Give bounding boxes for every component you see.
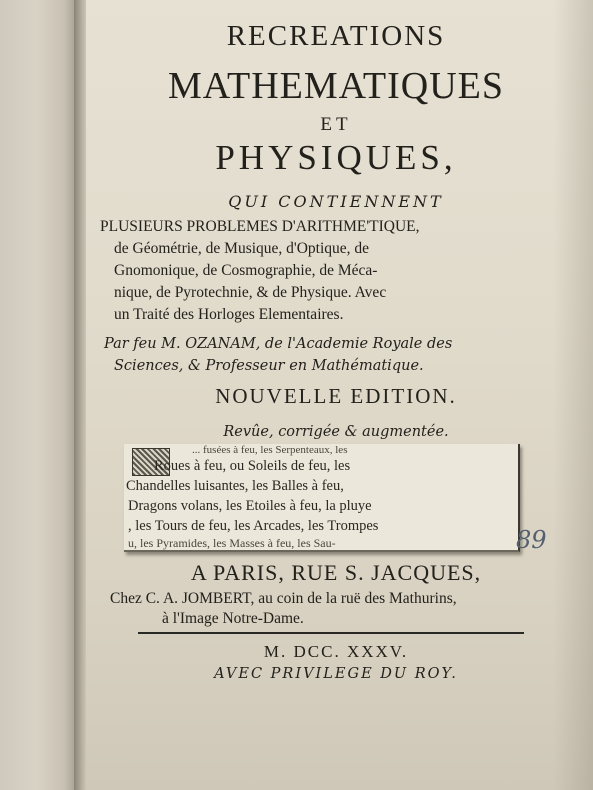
slip-line: Chandelles luisantes, les Balles à feu, xyxy=(126,478,344,494)
edition-heading: NOUVELLE EDITION. xyxy=(215,384,457,408)
imprint-city: A PARIS, RUE S. JACQUES, xyxy=(190,560,482,585)
slip-line: Dragons volans, les Etoiles à feu, la pluye xyxy=(128,498,372,514)
title-line-mathematiques: MATHEMATIQUES xyxy=(168,65,504,107)
author-line: Sciences, & Professeur en Mathématique. xyxy=(114,358,424,374)
title-line-physiques: PHYSIQUES, xyxy=(215,138,457,177)
subtitle: QUI CONTIENNENT xyxy=(228,192,444,211)
facing-page xyxy=(0,0,80,790)
contents-line: de Géométrie, de Musique, d'Optique, de xyxy=(114,240,370,257)
imprint-date: M. DCC. XXXV. xyxy=(263,642,409,661)
revision-note: Revûe, corrigée & augmentée. xyxy=(223,424,449,440)
pasted-slip xyxy=(124,444,520,552)
author-line: Par feu M. OZANAM, de l'Academie Royale des xyxy=(104,336,453,352)
title-line-recreations: RECREATIONS xyxy=(226,20,446,52)
slip-line: ... fusées à feu, les Serpenteaux, les xyxy=(192,444,348,456)
contents-line: un Traité des Horloges Elementaires. xyxy=(114,306,344,323)
handwritten-note: 89 xyxy=(516,526,547,554)
contents-line: nique, de Pyrotechnie, & de Physique. Avec xyxy=(114,284,387,301)
contents-line: Gnomonique, de Cosmographie, de Méca- xyxy=(114,262,378,279)
contents-line: PLUSIEURS PROBLEMES D'ARITHME'TIQUE, xyxy=(100,218,420,235)
divider-rule xyxy=(138,632,524,634)
slip-line: , les Tours de feu, les Arcades, les Trompes xyxy=(128,518,379,534)
imprint-sign: à l'Image Notre-Dame. xyxy=(162,610,304,627)
slip-line: Roues à feu, ou Soleils de feu, les xyxy=(154,458,351,474)
slip-line: u, les Pyramides, les Masses à feu, les Sau- xyxy=(128,536,336,550)
imprint-publisher: Chez C. A. JOMBERT, au coin de la ruë des Mathurins, xyxy=(110,590,457,607)
title-page xyxy=(86,0,593,790)
title-line-et: ET xyxy=(320,114,352,135)
royal-privilege: AVEC PRIVILEGE DU ROY. xyxy=(214,666,458,682)
